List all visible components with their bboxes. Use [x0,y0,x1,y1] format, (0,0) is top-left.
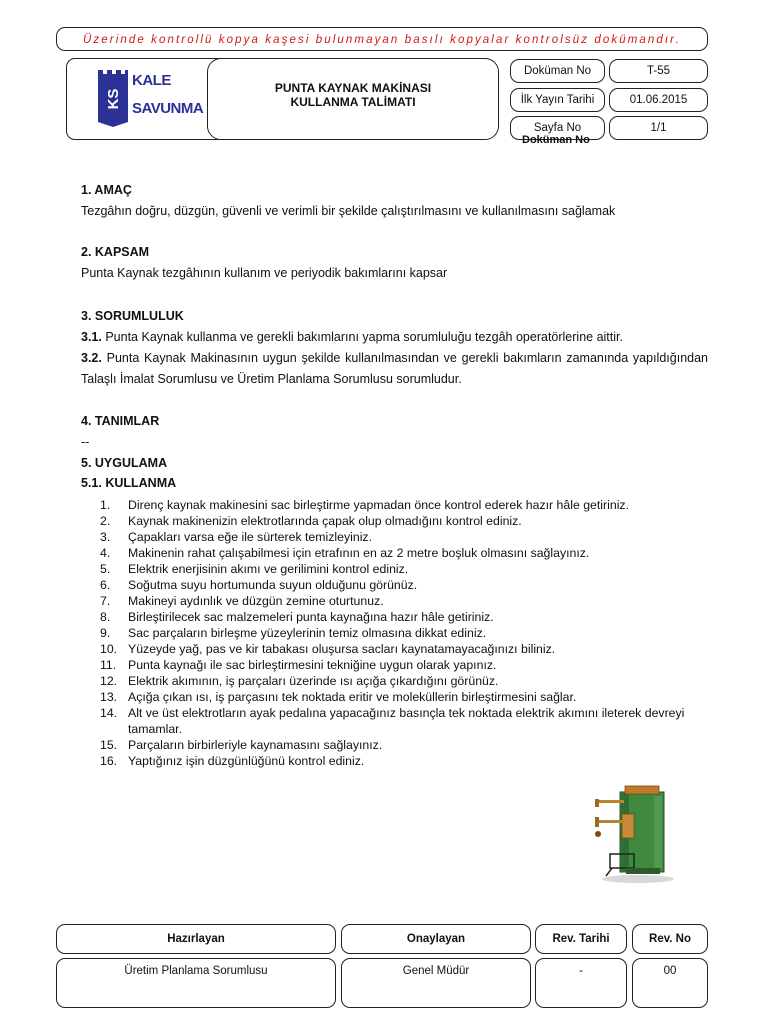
responsibility-item-1-num: 3.1. [81,330,102,344]
document-title-box [207,58,499,140]
responsibility-item-2-text: Punta Kaynak Makinasının uygun şekilde kullanılmasından ve gerekli bakımların zamanında yapıldığından Talaşlı İmalat Sorumlusu ve Üretim Planlama Sorumlusu sorumludur. [81,351,708,386]
usage-step [100,625,700,641]
usage-step-number: 10. [100,642,118,656]
uncontrolled-copy-banner [56,27,708,51]
usage-step-text: Direnç kaynak makinesini sac birleştirme yapmadan önce kontrol ederek hazır hâle getiriniz. [128,498,629,512]
usage-step-number: 13. [100,690,118,704]
responsibility-item-1 [81,327,708,348]
usage-step [100,641,700,657]
responsibility-item-1-text: Punta Kaynak kullanma ve gerekli bakımlarını yapma sorumluluğu tezgâh operatörlerine aittir. [105,330,623,344]
castle-shield-icon [96,66,130,128]
logo-line2: SAVUNMA [132,100,204,117]
usage-step [100,561,700,577]
usage-step-text: Yaptığınız işin düzgünlüğünü kontrol ediniz. [128,754,365,768]
logo-mark: KS [105,88,122,110]
footer-value-rev-date: - [535,958,627,1008]
usage-step-text: Sac parçaların birleşme yüzeylerinin temiz olmasına dikkat ediniz. [128,626,487,640]
usage-step [100,737,700,753]
title-line-2: KULLANMA TALİMATI [290,95,416,109]
usage-step-text: Makineyi aydınlık ve düzgün zemine oturtunuz. [128,594,384,608]
usage-step [100,497,700,513]
usage-step-text: Çapakları varsa eğe ile sürterek temizleyiniz. [128,530,372,544]
usage-step-number: 12. [100,674,118,688]
usage-step [100,609,700,625]
usage-step-text: Elektrik akımının, iş parçaları üzerinde ısı açığa çıkardığını görünüz. [128,674,499,688]
usage-step [100,753,700,769]
section-text-purpose: Tezgâhın doğru, düzgün, güvenli ve verimli bir şekilde çalıştırılmasını ve kullanılmasını sağlamak [81,204,616,218]
section-heading-application: 5. UYGULAMA [81,456,168,470]
footer-value-rev-no: 00 [632,958,708,1008]
usage-step-text: Birleştirilecek sac malzemeleri punta kaynağına hazır hâle getiriniz. [128,610,494,624]
meta-label-first-issue: İlk Yayın Tarihi [510,88,605,112]
spot-welding-machine-image [592,784,676,884]
meta-value-first-issue: 01.06.2015 [609,88,708,112]
usage-step-number: 3. [100,530,111,544]
footer-value-prepared: Üretim Planlama Sorumlusu [56,958,336,1008]
usage-step-text: Soğutma suyu hortumunda suyun olduğunu görünüz. [128,578,418,592]
usage-step-text: Yüzeyde yağ, pas ve kir tabakası oluşursa sacları kaynatamayacağınızı biliniz. [128,642,556,656]
usage-step [100,593,700,609]
usage-step-number: 6. [100,578,111,592]
footer-header-rev-no: Rev. No [632,924,708,954]
section-heading-definitions: 4. TANIMLAR [81,414,160,428]
responsibility-item-2 [81,348,708,390]
document-title [208,81,498,109]
responsibility-item-2-num: 3.2. [81,351,102,365]
usage-step-number: 5. [100,562,111,576]
title-line-1: PUNTA KAYNAK MAKİNASI [274,81,432,95]
usage-step-number: 15. [100,738,118,752]
usage-step-number: 14. [100,706,118,720]
section-text-definitions: -- [81,435,90,449]
section-text-scope: Punta Kaynak tezgâhının kullanım ve periyodik bakımlarını kapsar [81,266,448,280]
page-no-label: Sayfa No [533,122,582,134]
usage-step-number: 1. [100,498,111,512]
usage-step-number: 4. [100,546,111,560]
usage-step-text: Açığa çıkan ısı, iş parçasını tek noktada eritir ve moleküllerin birleştirmesini sağlar. [128,690,577,704]
usage-step-text: Kaynak makinenizin elektrotlarında çapak olup olmadığını kontrol ediniz. [128,514,522,528]
footer-header-prepared: Hazırlayan [56,924,336,954]
meta-value-doc-no: T-55 [609,59,708,83]
usage-step-number: 8. [100,610,111,624]
company-logo [96,66,208,130]
usage-step-number: 16. [100,754,118,768]
section-heading-responsibility: 3. SORUMLULUK [81,309,184,323]
usage-step [100,513,700,529]
subsection-heading-usage: 5.1. KULLANMA [81,476,177,490]
section-heading-scope: 2. KAPSAM [81,245,150,259]
usage-step [100,545,700,561]
usage-steps-list [100,497,700,769]
usage-step [100,657,700,673]
meta-value-page-no: 1/1 [609,116,708,140]
usage-step-number: 7. [100,594,111,608]
usage-step-text: Makinenin rahat çalışabilmesi için etrafının en az 2 metre boşluk olmasını sağlayınız. [128,546,590,560]
usage-step [100,529,700,545]
usage-step-text: Parçaların birbirleriyle kaynamasını sağlayınız. [128,738,383,752]
usage-step-number: 2. [100,514,111,528]
logo-line1: KALE [132,72,171,89]
footer-header-rev-date: Rev. Tarihi [535,924,627,954]
usage-step [100,577,700,593]
usage-step [100,689,700,705]
usage-step [100,705,700,737]
meta-label-doc-no: Doküman No [510,59,605,83]
usage-step-number: 9. [100,626,111,640]
meta-overprint: Doküman No [522,134,590,146]
usage-step-text: Punta kaynağı ile sac birleştirmesini tekniğine uygun olarak yapınız. [128,658,497,672]
banner-text: Üzerinde kontrollü kopya kaşesi bulunmayan basılı kopyalar kontrolsüz dokümandır. [83,34,681,46]
usage-step [100,673,700,689]
footer-value-approved: Genel Müdür [341,958,531,1008]
section-heading-purpose: 1. AMAÇ [81,183,132,197]
footer-header-approved: Onaylayan [341,924,531,954]
usage-step-text: Elektrik enerjisinin akımı ve gerilimini kontrol ediniz. [128,562,409,576]
usage-step-text: Alt ve üst elektrotların ayak pedalına yapacağınız basınçla tek noktada elektrik akımını ileterek devreyi tamamlar. [128,706,685,736]
usage-step-number: 11. [100,658,117,672]
